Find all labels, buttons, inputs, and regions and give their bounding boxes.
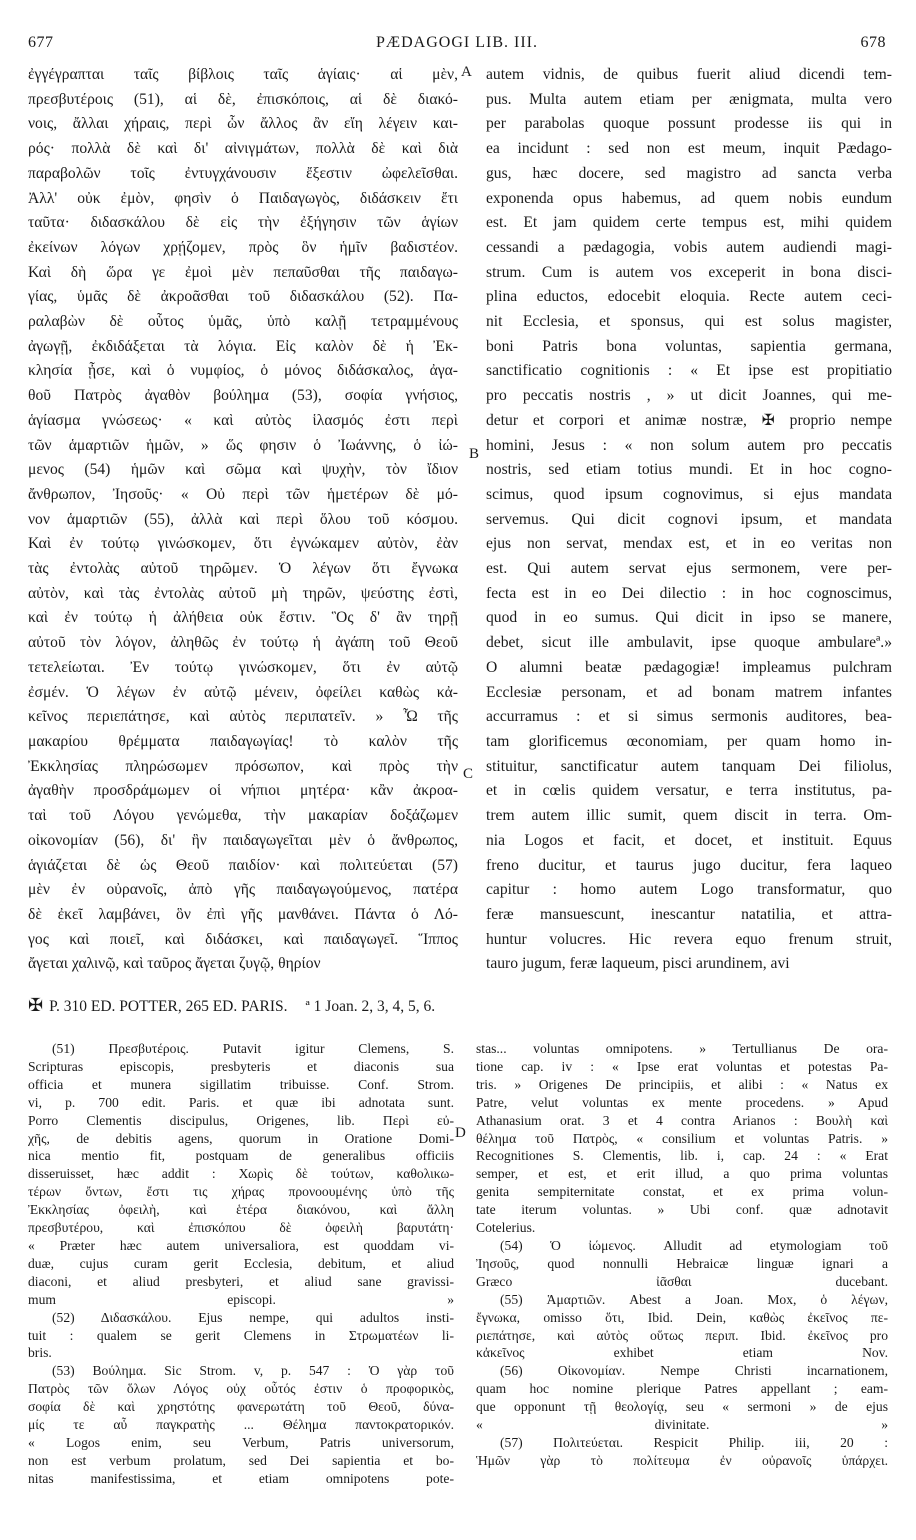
note-line: « Logos enim, seu Verbum, Patris universorum, [28,1434,454,1450]
greek-text-line: τετελείωται. Ἐν τούτῳ γινώσκομεν, ὅτι ἐν αὐτῷ [28,658,458,676]
greek-text-line: ταῦτα· διδασκάλου δὲ εἰς τὴν ἐξήγησιν τῶν ἁγίων [28,214,458,232]
greek-text-line: Καὶ ἐν τούτῳ γινώσκομεν, ὅτι ἐγνώκαμεν αὐτὸν, ἐὰν [28,535,458,553]
edition-reference: P. 310 ED. POTTER, 265 ED. PARIS. [49,998,288,1015]
greek-text-line: ἁγιάζεται δὲ ὡς Θεοῦ παιδίον· καὶ πολιτεύεται (57) [28,856,458,874]
section-marker-b: B [469,446,480,462]
note-line: bris. [28,1345,52,1361]
latin-text-line: ea incidunt : sed non est meum, inquit Pædago- [486,140,892,158]
note-line: « Præter hæc autem universaliora, est quoddam vi- [28,1237,454,1253]
greek-text-line: γος καὶ ποιεῖ, καὶ διδάσκει, καὶ παιδαγωγεῖ. Ἵππος [28,930,458,948]
greek-text-line: θοῦ Πατρὸς ἀγαθὸν βούλημα (53), σοφία γνήσιος, [28,387,458,405]
greek-text-line: αὐτοῦ τὸν λόγον, ἀληθῶς ἐν τούτῳ ἡ ἀγάπη τοῦ Θεοῦ [28,634,458,652]
note-line: Cotelerius. [476,1220,536,1236]
greek-text-line: ἄγεται χαλινῷ, καὶ ταῦρος ἄγεται ζυγῷ, θηρίον [28,955,321,973]
note-line: semper, et est, et erit illud, a quo prima voluntas [476,1166,888,1182]
latin-text-line: sanctificatio cognitionis : « Et ipse est propitiatio [486,362,892,380]
notes-column-right [476,1040,888,1470]
latin-text-line: nia Logos et facit, et docet, et instituit. Equus [486,831,892,849]
latin-text-line: est. Qui autem servat ejus sermonem, vere per- [486,560,892,578]
greek-text-line: πρεσβυτέροις (51), αἱ δὲ, ἐπισκόποις, αἱ δὲ διακό- [28,90,458,108]
latin-text-line: quod in eo sumus. Qui dicit in ipso se manere, [486,609,892,627]
cross-star-icon: ✠ [28,995,44,1015]
note-line: ριεπάτησε, καὶ αὐτὸς οὕτως περιπ. Ibid. ἐκεῖνος pro [476,1327,888,1343]
note-line: nica mentio fit, postquam de generalibus officiis [28,1148,454,1164]
latin-text-line: fecta est in eo Dei dilectio : in hoc cognoscimus, [486,584,892,602]
greek-text-column [28,63,458,977]
note-line: quam hoc nomine plerique Patres appellant ; eam- [476,1381,888,1397]
greek-text-line: Ἐκκλησίας πληρώσωμεν πρόσωπον, καὶ πρὸς τὴν [28,757,458,775]
note-line: πρεσβυτέρου, καὶ ἐπισκόπου δὲ ὀφειλὴ βαρυτάτη· [28,1220,454,1236]
note-line: officia et munera sigillatim tribuisse. Conf. Strom. [28,1076,454,1092]
latin-text-line: plina eductos, edocebit eloquia. Recte autem ceci- [486,288,892,306]
scripture-footnote: ª 1 Joan. 2, 3, 4, 5, 6. [305,998,436,1015]
note-line: κἀκεῖνος exhibet etiam Nov. [476,1345,888,1361]
note-line: θέλημα τοῦ Πατρὸς, « consilium et voluntas Patris. » [476,1130,888,1146]
greek-text-line: ραλαβὼν δὲ οὗτος ὑμᾶς, ὑπὸ καλῇ τετραμμένους [28,313,458,331]
note-line: non est verbum prolatum, sed Dei sapientia et bo- [28,1452,454,1468]
note-line: Scripturas episcopis, presbyteris et diaconis sua [28,1058,454,1074]
note-line: (52) Διδασκάλου. Ejus nempe, qui adultos insti- [52,1309,454,1325]
note-line: Ἐκκλησίας ὀφειλὴ, καὶ ἑτέρα διακόνου, καὶ ἄλλη [28,1202,454,1218]
latin-text-line: exponenda opus habemus, ad quem nobis eundum [486,189,892,207]
greek-text-line: μὲν ἐν οὐρανοῖς, ἀπὸ γῆς παιδαγωγούμενος, πατέρα [28,881,458,899]
note-line: genita sempiternitate constat, et ex prima volun- [476,1184,888,1200]
note-line: Athanasium orat. 3 et 4 contra Arianos : Βουλὴ καὶ [476,1112,888,1128]
latin-text-line: O alumni beatæ pædagogiæ! impleamus pulchram [486,658,892,676]
greek-text-line: γίας, ὑμᾶς δὲ ἀκροᾶσθαι τοῦ διδασκάλου (52). Πα- [28,288,458,306]
note-line: μίς τε αὖ παγκρατὴς ... Θέλημα παντοκρατορικόν. [28,1417,454,1433]
greek-text-line: ἐκείνων λόγων χρῄζομεν, πρὸς ὃν ἡμῖν βαδιστέον. [28,238,458,256]
greek-text-line: ἄνθρωπον, Ἰησοῦς· « Οὐ περὶ τῶν ἡμετέρων δὲ μό- [28,485,458,503]
note-line: tuit : qualem se gerit Clemens in Στρωματέων li- [28,1327,454,1343]
note-line: tate iterum voluntas. » Ubi conf. quæ adnotavit [476,1202,888,1218]
latin-text-column [486,63,892,977]
note-line: Ἰησοῦς, quod nonnulli Hebraicæ linguæ ignari a [476,1255,888,1271]
note-line: (56) Οἰκονομίαν. Nempe Christi incarnationem, [500,1363,888,1379]
note-line: χῆς, de debitis agens, quorum in Oratione Domi- [28,1130,454,1146]
notes-column-left [28,1040,454,1488]
latin-text-line: huntur volucres. Hic revera equo frenum struit, [486,930,892,948]
greek-text-line: μακαρίου θρέμματα παιδαγωγίας! τὸ καλὸν τῆς [28,732,458,750]
latin-text-line: strum. Cum is autem vos exceperit in bona disci- [486,263,892,281]
latin-text-line: Ecclesiæ personam, et ad bonam matrem infantes [486,683,892,701]
latin-text-line: boni Patris bona voluntas, sapientia germana, [486,337,892,355]
note-line: diaconi, et aliud presbyteri, et aliud sane gravissi- [28,1273,454,1289]
section-marker-a: A [461,64,472,80]
note-line: (57) Πολιτεύεται. Respicit Philip. iii, 20 : [500,1434,888,1450]
note-line: Patre, velut voluntas ex mente procedens. » Apud [476,1094,888,1110]
greek-text-line: νον ἁμαρτιῶν (55), ἀλλὰ καὶ περὶ ὅλου τοῦ κόσμου. [28,510,458,528]
note-line: ἔγνωκα, omisso ὅτι, Ibid. Dein, καθὼς ἐκεῖνος πε- [476,1309,888,1325]
latin-text-line: scimus, quod ipsum cognovimus, si ejus mandata [486,485,892,503]
latin-text-line: tam glorificemus œconomiam, per quam homo in- [486,732,892,750]
latin-text-line: detur et corpori et animæ nostræ, ✠ proprio nempe [486,411,892,429]
greek-text-line: ρός· πολλὰ δὲ καὶ δι' αἰνιγμάτων, πολλὰ δὲ καὶ διὰ [28,140,458,158]
note-line: (51) Πρεσβυτέροις. Putavit igitur Clemens, S. [52,1041,454,1056]
note-line: Græco ἰᾶσθαι ducebant. [476,1273,888,1289]
note-line: mum episcopi. » [28,1291,454,1307]
greek-text-line: ἐσμέν. Ὁ λέγων ἐν αὐτῷ μένειν, ὀφείλει καθὼς κἀ- [28,683,458,701]
greek-text-line: ἁγίασμα γνώσεως· « καὶ αὐτὸς ἱλασμός ἐστι περὶ [28,411,458,429]
latin-text-line: capitur : homo autem Logo transformatur, quo [486,881,892,899]
reference-line [28,995,888,1016]
greek-text-line: Καὶ δὴ ὥρα γε ἐμοὶ μὲν πεπαῦσθαι τῆς παιδαγω- [28,263,458,281]
latin-text-line: debet, sicut ille ambulavit, ipse quoque ambulareª.» [486,634,892,652]
note-line: τέρων ὄντων, ἔστι τις χήρας προνοουμένης ὑπὸ τῆς [28,1184,454,1200]
latin-text-line: freno ducitur, et taurus jugo ducitur, fera laqueo [486,856,892,874]
latin-text-line: homini, Jesus : « non solum autem pro peccatis [486,436,892,454]
page-number-left: 677 [28,34,54,51]
greek-text-line: κεῖνος περιεπάτησε, καὶ αὐτὸς περιπατεῖν. » Ὦ τῆς [28,708,458,726]
latin-text-line: stituitur, sanctificatur autem tanquam Dei filiolus, [486,757,892,775]
note-line: disseruisset, hæc addit : Χωρὶς δὲ τούτων, καθολικω- [28,1166,454,1182]
note-line: vi, p. 700 edit. Paris. et quæ ibi adnotata sunt. [28,1094,454,1110]
greek-text-line: οἰκονομίαν (56), δι' ἣν παιδαγωγεῖται μὲν ὁ ἄνθρωπος, [28,831,458,849]
greek-text-line: μενος (54) ἡμῶν καὶ σῶμα καὶ ψυχὴν, τὸν ἴδιον [28,461,458,479]
note-line: Recognitiones S. Clementis, lib. i, cap. 24 : « Erat [476,1148,888,1164]
note-line: Porro Clementis discipulus, Origenes, lib. Περὶ εὐ- [28,1112,454,1128]
latin-text-line: gus, hæc docere, sed magistro ad sancta verba [486,164,892,182]
latin-text-line: et in cœlis quidem versatur, e terra institutus, pa- [486,782,892,800]
section-marker-c: C [463,766,474,782]
note-line: « divinitate. » [476,1417,888,1433]
latin-text-line: cessandi a pædagogia, vobis autem audiendi magi- [486,238,892,256]
note-line: (53) Βούλημα. Sic Strom. v, p. 547 : Ὁ γὰρ τοῦ [52,1363,454,1379]
greek-text-line: ἀγωγῇ, ἐκδιδάξεται τὰ λόγια. Εἰς καλὸν δὲ ἡ Ἐκ- [28,337,458,355]
note-line: Πατρὸς τῶν ὅλων Λόγος οὐχ οὗτός ἐστιν ὁ προφορικὸς, [28,1381,454,1397]
note-line: Ἡμῶν γὰρ τὸ πολίτευμα ἐν οὐρανοῖς ὑπάρχει. [476,1452,888,1468]
greek-text-line: καὶ ἐν τούτῳ ἡ ἀλήθεια οὐκ ἔστιν. Ὃς δ' ἂν τηρῇ [28,609,458,627]
greek-text-line: ἀγαθὴν προσδράμωμεν οἱ νήπιοι μητέρα· κἂν ἀκροα- [28,782,458,800]
note-line: nitas manifestissima, et etiam omnipotens pote- [28,1470,454,1486]
latin-text-line: pus. Multa autem etiam per ænigmata, multa vero [486,90,892,108]
latin-text-line: nostris, sed etiam totius mundi. Et in hoc cogno- [486,461,892,479]
note-line: duæ, cujus curam gerit Ecclesia, debitum, et aliud [28,1255,454,1271]
greek-text-line: Ἀλλ' οὐκ ἐμὸν, φησὶν ὁ Παιδαγωγὸς, διδάσκειν ἔτι [28,189,458,207]
note-line: que opponunt τῇ θεολογίᾳ, seu « sermoni » de ejus [476,1399,888,1415]
running-title: PÆDAGOGI LIB. III. [376,34,538,51]
greek-text-line: ταὶ τοῦ Λόγου γενώμεθα, τὴν μακαρίαν δοξάζωμεν [28,807,458,825]
latin-text-line: feræ mansuescunt, inescantur natatilia, et attra- [486,905,892,923]
latin-text-line: tauro jugum, feræ laqueum, pisci arundinem, avi [486,955,790,973]
note-line: (54) Ὁ ἰώμενος. Alludit ad etymologiam τοῦ [500,1237,888,1253]
greek-text-line: δὲ ἐκεῖ λαμβάνει, ὃν ἐπὶ γῆς μανθάνει. Πάντα ὁ Λό- [28,905,458,923]
latin-text-line: nit Ecclesia, et sponsus, qui est solus magister, [486,313,892,331]
running-header [28,34,886,58]
greek-text-line: τῶν ἁμαρτιῶν ἡμῶν, » ὥς φησιν ὁ Ἰωάννης, ὁ ἰώ- [28,436,458,454]
greek-text-line: κλησία ᾖσε, καὶ ὁ νυμφίος, ὁ μόνος διδάσκαλος, ἀγα- [28,362,458,380]
note-line: tris. » Origenes De principiis, et alibi : « Natus ex [476,1076,888,1092]
greek-text-line: παραβολῶν τοῖς ἐντυγχάνουσιν ἔξεστιν ὠφελεῖσθαι. [28,164,458,182]
greek-text-line: αὐτὸν, καὶ τὰς ἐντολὰς αὐτοῦ μὴ τηρῶν, ψεύστης ἐστὶ, [28,584,458,602]
note-line: stas... voluntas omnipotens. » Tertullianus De ora- [476,1041,888,1056]
latin-text-line: per parabolas quoque possunt prodesse iis qui in [486,115,892,133]
page-number-right: 678 [860,34,886,51]
latin-text-line: ejus non servat, mendax est, et in eo veritas non [486,535,892,553]
note-line: (55) Ἁμαρτιῶν. Abest a Joan. Mox, ὁ λέγων, [500,1291,888,1307]
section-marker-d: D [455,1125,466,1141]
greek-text-line: τὰς ἐντολὰς αὐτοῦ τηρῶμεν. Ὁ λέγων ὅτι ἔγνωκα [28,560,458,578]
latin-text-line: trem autem illic sumit, quem discit in terra. Om- [486,807,892,825]
greek-text-line: ἐγγέγραπται ταῖς βίβλοις ταῖς ἁγίαις· αἱ μὲν, [28,66,458,83]
latin-text-line: est. Et jam quidem certe tempus est, mihi quidem [486,214,892,232]
latin-text-line: servemus. Qui dicit cognovi ipsum, et mandata [486,510,892,528]
note-line: tione cap. iv : « Ipse erat voluntas et potestas Pa- [476,1058,888,1074]
latin-text-line: pro peccatis nostris , » ut dicit Joannes, qui me- [486,387,892,405]
latin-text-line: autem vidnis, de quibus fuerit aliud dicendi tem- [486,66,892,83]
latin-text-line: accurramus : et si simus sermonis auditores, bea- [486,708,892,726]
note-line: σοφία δὲ καὶ χρηστότης φανερωτάτη τοῦ Θεοῦ, δύνα- [28,1399,454,1415]
greek-text-line: νοις, ἄλλαι χήραις, περὶ ὧν ἄλλος ἂν εἴη λέγειν και- [28,115,458,133]
